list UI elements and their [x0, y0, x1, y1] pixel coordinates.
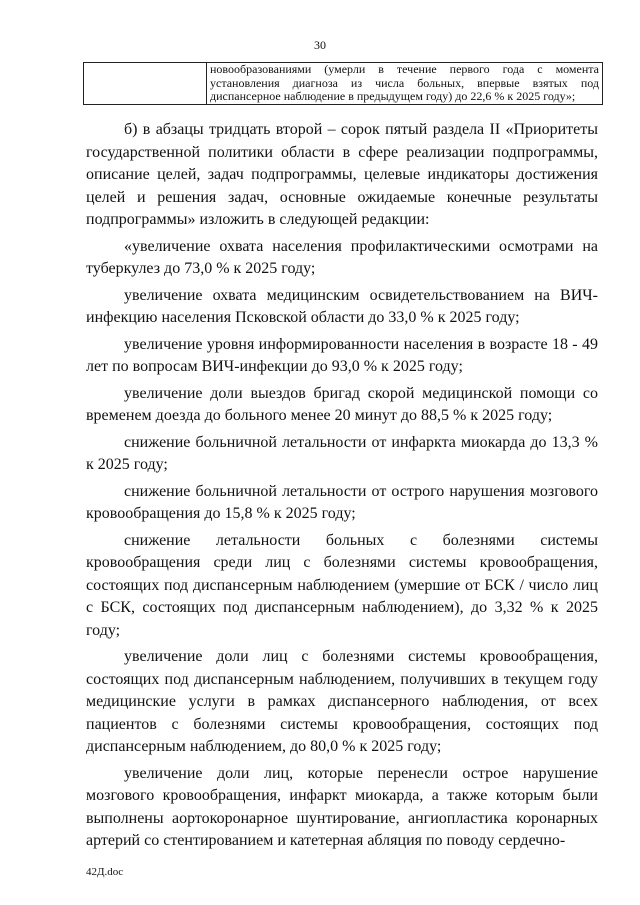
- paragraph: увеличение доли выездов бригад скорой медицинской помощи со временем доезда до больного менее 20 минут до 88,5 % к 2025 году;: [86, 384, 598, 424]
- table-cell-empty: [84, 63, 207, 105]
- continuation-table: [83, 62, 603, 105]
- paragraph: увеличение охвата медицинским освидетельствованием на ВИЧ-инфекцию населения Псковской области до 33,0 % к 2025 году;: [86, 286, 598, 326]
- paragraph: снижение летальности больных с болезнями системы кровообращения среди лиц с болезнями системы кровообращения, состоящих под диспансерным наблюдением (умершие от БСК / число лиц с БСК, состоящих под диспансерным наблюдением), до 3,32 % к 2025 году;: [86, 531, 598, 639]
- paragraph: б) в абзацы тридцать второй – сорок пятый раздела II «Приоритеты государственной политики области в сфере реализации подпрограммы, описание целей, задач подпрограммы, целевые индикаторы достижения целей и решения задач, основные ожидаемые конечные результаты подпрограммы» изложить в следующей редакции:: [86, 121, 598, 228]
- document-body: [86, 119, 598, 857]
- page-number: 30: [314, 38, 326, 52]
- footer-filename: 42Д.doc: [86, 866, 124, 878]
- paragraph: снижение больничной летальности от инфаркта миокарда до 13,3 % к 2025 году;: [86, 433, 598, 473]
- paragraph: увеличение доли лиц, которые перенесли острое нарушение мозгового кровообращения, инфаркт миокарда, а также которым были выполнены аортокоронарное шунтирование, ангиопластика коронарных артерий со стентированием и катетерная абляция по поводу сердечно-: [86, 764, 598, 849]
- paragraph: увеличение доли лиц с болезнями системы кровообращения, состоящих под диспансерным наблюдением, получивших в текущем году медицинские услуги в рамках диспансерного наблюдения, от всех пациентов с болезнями системы кровообращения, состоящих под диспансерным наблюдением, до 80,0 % к 2025 году;: [86, 648, 598, 755]
- paragraph: увеличение уровня информированности населения в возрасте 18 - 49 лет по вопросам ВИЧ-инфекции до 93,0 % к 2025 году;: [86, 335, 598, 375]
- paragraph: «увеличение охвата населения профилактическими осмотрами на туберкулез до 73,0 % к 2025 году;: [86, 237, 598, 277]
- table-row: [84, 63, 603, 105]
- paragraph: снижение больничной летальности от острого нарушения мозгового кровообращения до 15,8 % к 2025 году;: [86, 482, 598, 522]
- table-cell-text: новообразованиями (умерли в течение первого года с момента установления диагноза из числа больных, впервые взятых под диспансерное наблюдение в предыдущем году) до 22,6 % к 2025 году»;: [207, 63, 603, 105]
